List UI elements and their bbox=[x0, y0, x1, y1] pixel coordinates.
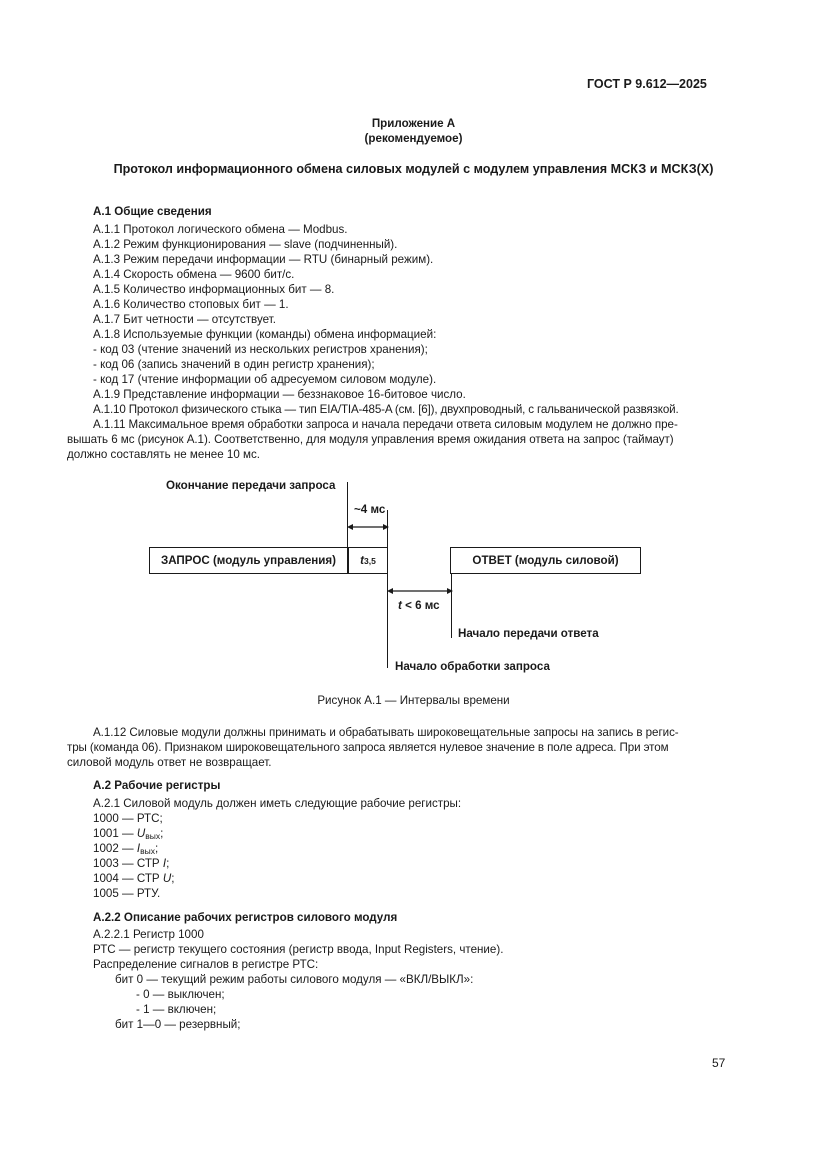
register-line bbox=[93, 871, 174, 886]
list-item: - код 06 (запись значений в один регистр хранения); bbox=[93, 358, 375, 371]
figure-caption: Рисунок А.1 — Интервалы времени bbox=[317, 694, 510, 707]
arrow-4ms bbox=[346, 521, 390, 533]
list-item: А.1.1 Протокол логического обмена — Modbus. bbox=[93, 223, 348, 236]
label-t-less-6ms bbox=[398, 598, 440, 613]
annex-title: Приложение А bbox=[371, 117, 456, 130]
list-item: А.1.6 Количество стоповых бит — 1. bbox=[93, 298, 289, 311]
section-a2-heading: А.2 Рабочие регистры bbox=[93, 779, 221, 792]
label-4ms: ~4 мс bbox=[354, 503, 386, 516]
register-line-suffix: ; bbox=[160, 827, 164, 840]
list-item: А.1.2 Режим функционирования — slave (подчиненный). bbox=[93, 238, 398, 251]
bit-option-line: - 1 — включен; bbox=[136, 1003, 217, 1016]
register-line-var: U bbox=[136, 827, 146, 840]
paragraph-line: А.1.11 Максимальное время обработки запроса и начала передачи ответа силовым модулем не должно пре- bbox=[93, 418, 678, 431]
register-line: 1005 — РТУ. bbox=[93, 887, 161, 900]
bit-line: бит 0 — текущий режим работы силового модуля — «ВКЛ/ВЫКЛ»: bbox=[115, 973, 474, 986]
paragraph-line: А.1.12 Силовые модули должны принимать и обрабатывать широковещательные запросы на запись в регис- bbox=[93, 726, 679, 739]
t-variable: t bbox=[360, 554, 365, 567]
list-item: А.1.7 Бит четности — отсутствует. bbox=[93, 313, 276, 326]
paragraph-line: А.2.1 Силовой модуль должен иметь следующие рабочие регистры: bbox=[93, 797, 462, 810]
marker-line-start-response bbox=[451, 574, 452, 638]
register-line bbox=[93, 826, 163, 841]
register-line-sub: вых bbox=[140, 846, 155, 856]
paragraph-line: должно составлять не менее 10 мс. bbox=[67, 448, 260, 461]
page-number: 57 bbox=[712, 1056, 726, 1070]
label-start-of-processing: Начало обработки запроса bbox=[395, 660, 550, 673]
list-item: А.1.5 Количество информационных бит — 8. bbox=[93, 283, 335, 296]
register-line-prefix: 1001 — bbox=[93, 827, 137, 840]
list-item: А.1.3 Режим передачи информации — RTU (бинарный режим). bbox=[93, 253, 434, 266]
list-item: А.1.8 Используемые функции (команды) обмена информацией: bbox=[93, 328, 437, 341]
paragraph-line: вышать 6 мс (рисунок А.1). Соответственно, для модуля управления время ожидания ответа на запрос (таймаут) bbox=[67, 433, 674, 446]
paragraph-line: Распределение сигналов в регистре РТС: bbox=[93, 958, 319, 971]
list-item: А.1.4 Скорость обмена — 9600 бит/с. bbox=[93, 268, 295, 281]
list-item: - код 17 (чтение информации об адресуемом силовом модуле). bbox=[93, 373, 437, 386]
label-t-rest: < 6 мс bbox=[401, 599, 440, 612]
t-variable: t bbox=[398, 599, 402, 612]
register-line bbox=[93, 856, 169, 871]
paragraph-line: А.2.2.1 Регистр 1000 bbox=[93, 928, 204, 941]
annex-subtitle: (рекомендуемое) bbox=[364, 132, 463, 145]
register-line bbox=[93, 841, 158, 856]
register-line-prefix: 1003 — СТР bbox=[93, 857, 163, 870]
annex-heading: Протокол информационного обмена силовых модулей с модулем управления МСКЗ и МСКЗ(Х) bbox=[113, 162, 714, 176]
paragraph-line: силовой модуль ответ не возвращает. bbox=[67, 756, 272, 769]
register-line-suffix: ; bbox=[166, 857, 170, 870]
register-line-suffix: ; bbox=[171, 872, 175, 885]
list-item: А.1.10 Протокол физического стыка — тип EIA/TIA-485-A (см. [6]), двухпроводный, с гальванической развязкой. bbox=[93, 403, 679, 416]
register-line-var: U bbox=[162, 872, 172, 885]
register-line-var: I bbox=[136, 842, 141, 855]
box-response: ОТВЕТ (модуль силовой) bbox=[450, 547, 641, 574]
register-line-var: I bbox=[162, 857, 167, 870]
box-t35: t 3,5 bbox=[348, 547, 388, 574]
label-end-of-request: Окончание передачи запроса bbox=[166, 479, 336, 492]
register-line: 1000 — РТС; bbox=[93, 812, 163, 825]
list-item: - код 03 (чтение значений из нескольких регистров хранения); bbox=[93, 343, 428, 356]
paragraph-line: РТС — регистр текущего состояния (регистр ввода, Input Registers, чтение). bbox=[93, 943, 504, 956]
register-line-suffix: ; bbox=[154, 842, 159, 855]
arrow-6ms bbox=[386, 585, 454, 597]
register-line-sub: вых bbox=[145, 831, 161, 841]
document-code: ГОСТ Р 9.612—2025 bbox=[587, 77, 707, 91]
label-start-of-response: Начало передачи ответа bbox=[458, 627, 599, 640]
paragraph-line: тры (команда 06). Признаком широковещательного запроса является нулевое значение в поле адреса. При этом bbox=[67, 741, 669, 754]
bit-option-line: - 0 — выключен; bbox=[136, 988, 225, 1001]
section-a1-heading: А.1 Общие сведения bbox=[93, 205, 212, 218]
section-a22-heading: А.2.2 Описание рабочих регистров силового модуля bbox=[93, 911, 398, 924]
bit-line: бит 1—0 — резервный; bbox=[115, 1018, 241, 1031]
register-line-prefix: 1002 — bbox=[93, 842, 137, 855]
register-line-prefix: 1004 — СТР bbox=[93, 872, 163, 885]
box-request: ЗАПРОС (модуль управления) bbox=[149, 547, 348, 574]
list-item: А.1.9 Представление информации — беззнаковое 16-битовое число. bbox=[93, 388, 466, 401]
